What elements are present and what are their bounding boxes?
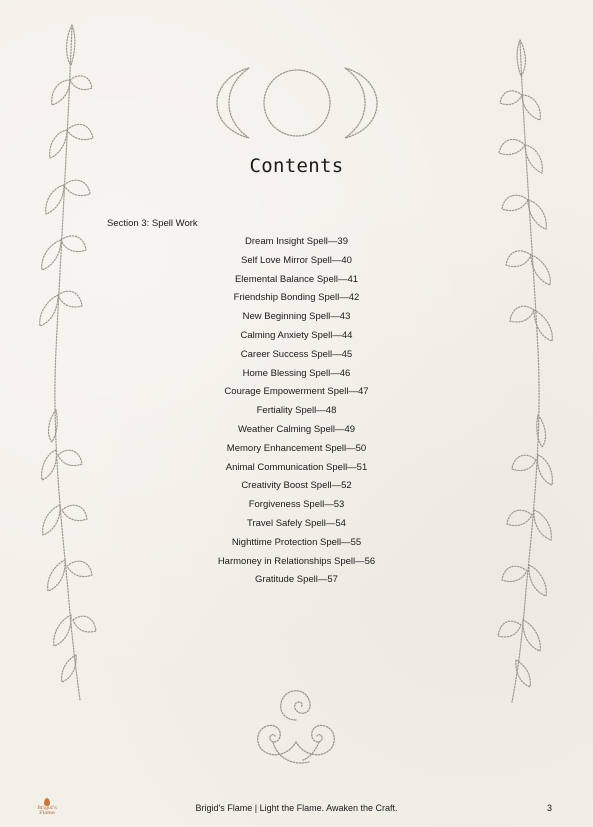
toc-entry[interactable]: Fertiality Spell—48 xyxy=(256,405,337,417)
toc-entry[interactable]: Home Blessing Spell—46 xyxy=(242,367,351,379)
toc-entry[interactable]: Animal Communication Spell—51 xyxy=(225,461,368,473)
toc-entry[interactable]: Forgiveness Spell—53 xyxy=(248,499,345,511)
toc-list xyxy=(0,236,593,593)
toc-entry[interactable]: Elemental Balance Spell—41 xyxy=(234,273,359,285)
toc-entry[interactable]: Weather Calming Spell—49 xyxy=(237,423,356,435)
toc-entry[interactable]: Gratitude Spell—57 xyxy=(255,574,338,586)
toc-entry[interactable]: Memory Enhancement Spell—50 xyxy=(226,442,367,454)
toc-entry[interactable]: Harmoney in Relationships Spell—56 xyxy=(217,555,376,567)
toc-entry[interactable]: Calming Anxiety Spell—44 xyxy=(240,329,353,341)
toc-entry[interactable]: Career Success Spell—45 xyxy=(240,348,353,360)
page-number: 3 xyxy=(547,803,553,813)
logo-text: Brigid's Flame xyxy=(37,805,57,816)
section-label: Section 3: Spell Work xyxy=(107,218,198,229)
footer-text: Brigid's Flame | Light the Flame. Awaken the Craft. xyxy=(195,803,398,813)
toc-entry[interactable]: New Beginning Spell—43 xyxy=(242,311,351,323)
toc-entry[interactable]: Travel Safely Spell—54 xyxy=(247,517,346,529)
toc-entry[interactable]: Nighttime Protection Spell—55 xyxy=(231,536,362,548)
toc-entry[interactable]: Courage Empowerment Spell—47 xyxy=(224,386,369,398)
toc-entry[interactable]: Creativity Boost Spell—52 xyxy=(241,480,352,492)
triskele-icon xyxy=(243,680,349,772)
toc-entry[interactable]: Friendship Bonding Spell—42 xyxy=(233,292,360,304)
page-title: Contents xyxy=(249,155,344,177)
triple-moon-icon xyxy=(213,62,381,144)
toc-entry[interactable]: Self Love Mirror Spell—40 xyxy=(241,254,352,266)
toc-entry[interactable]: Dream Insight Spell—39 xyxy=(245,236,348,247)
